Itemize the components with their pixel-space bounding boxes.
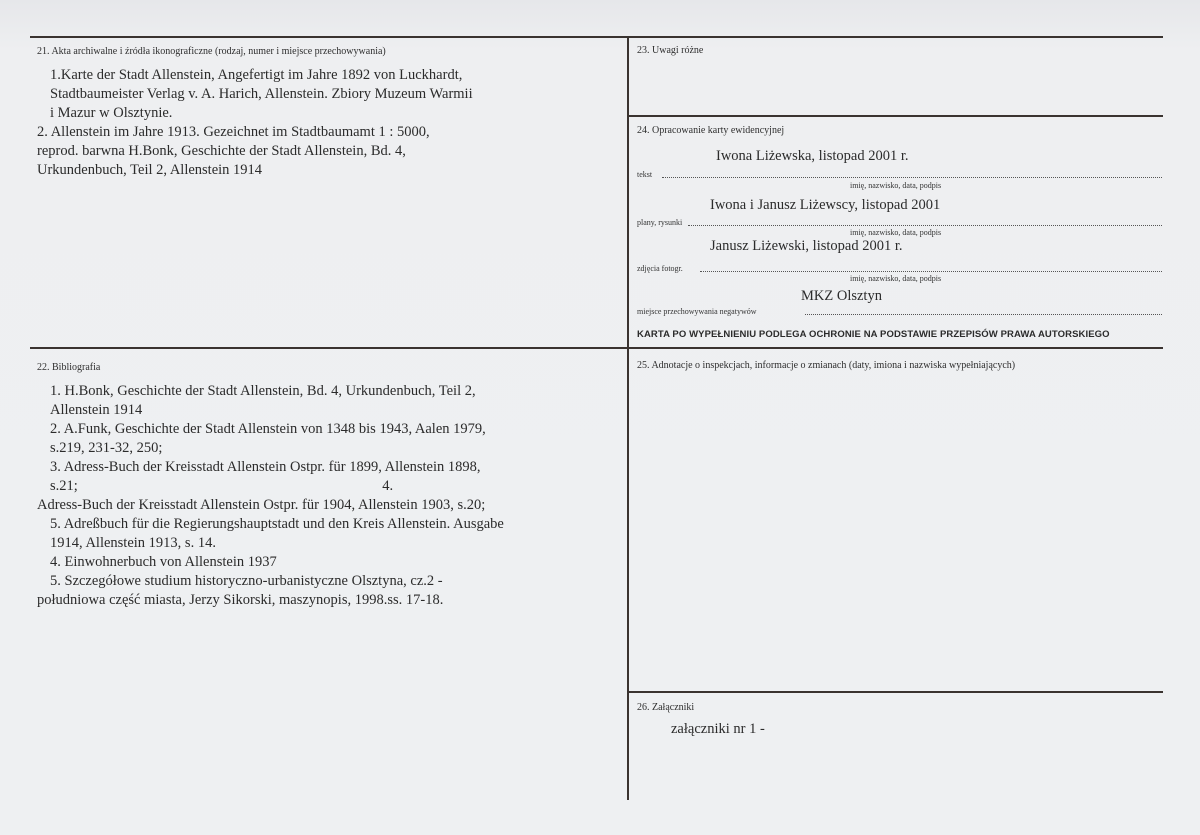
section-21-line-1: 1.Karte der Stadt Allenstein, Angefertigt im Jahre 1892 von Luckhardt, (50, 67, 463, 83)
section-25-label: 25. Adnotacje o inspekcjach, informacje o zmianach (daty, imiona i nazwiska wypełniających) (637, 360, 1016, 371)
section-21-line-3: i Mazur w Olsztynie. (50, 105, 173, 121)
section-21-line-5: reprod. barwna H.Bonk, Geschichte der Stadt Allenstein, Bd. 4, (37, 143, 406, 159)
section-22-line-6: s.21; 4. (50, 478, 394, 494)
divider-25-26 (628, 691, 1163, 693)
tekst-dotted-line (662, 177, 1162, 178)
section-26-value: załączniki nr 1 - (671, 721, 765, 737)
tekst-hint: imię, nazwisko, data, podpis (850, 181, 942, 190)
section-21-line-6: Urkundenbuch, Teil 2, Allenstein 1914 (37, 162, 263, 178)
section-21-label: 21. Akta archiwalne i źródła ikonograficzne (rodzaj, numer i miejsce przechowywania) (37, 46, 386, 57)
section-26-label: 26. Załączniki (637, 702, 695, 713)
zdjecia-label: zdjęcia fotogr. (637, 264, 683, 273)
plany-label: plany, rysunki (637, 218, 683, 227)
negatywy-dotted-line (805, 314, 1162, 315)
zdjecia-dotted-line (700, 271, 1162, 272)
section-22-line-3: 2. A.Funk, Geschichte der Stadt Allenstein von 1348 bis 1943, Aalen 1979, (50, 421, 486, 437)
section-24-label: 24. Opracowanie karty ewidencyjnej (637, 125, 785, 136)
section-22-line-12: południowa część miasta, Jerzy Sikorski, maszynopis, 1998.ss. 17-18. (37, 592, 444, 608)
zdjecia-value: Janusz Liżewski, listopad 2001 r. (710, 238, 903, 254)
section-22-line-11: 5. Szczegółowe studium historyczno-urbanistyczne Olsztyna, cz.2 - (50, 573, 443, 589)
section-21-line-4: 2. Allenstein im Jahre 1913. Gezeichnet im Stadtbaumamt 1 : 5000, (37, 124, 430, 140)
center-vertical-divider (627, 36, 629, 800)
plany-hint: imię, nazwisko, data, podpis (850, 228, 942, 237)
divider-23-24 (628, 115, 1163, 117)
section-22-label: 22. Bibliografia (37, 362, 101, 373)
section-21-line-2: Stadtbaumeister Verlag v. A. Harich, Allenstein. Zbiory Muzeum Warmii (50, 86, 473, 102)
section-22-line-10: 4. Einwohnerbuch von Allenstein 1937 (50, 554, 277, 570)
section-22-line-1: 1. H.Bonk, Geschichte der Stadt Allenstein, Bd. 4, Urkundenbuch, Teil 2, (50, 383, 476, 399)
middle-horizontal-divider (30, 347, 1163, 349)
plany-dotted-line (688, 225, 1162, 226)
tekst-label: tekst (637, 170, 653, 179)
section-23-label: 23. Uwagi różne (637, 45, 704, 56)
copyright-notice: KARTA PO WYPEŁNIENIU PODLEGA OCHRONIE NA PODSTAWIE PRZEPISÓW PRAWA AUTORSKIEGO (637, 329, 1110, 340)
section-22-line-4: s.219, 231-32, 250; (50, 440, 163, 456)
section-22-line-5: 3. Adress-Buch der Kreisstadt Allenstein Ostpr. für 1899, Allenstein 1898, (50, 459, 481, 475)
tekst-value: Iwona Liżewska, listopad 2001 r. (716, 148, 909, 164)
section-22-line-9: 1914, Allenstein 1913, s. 14. (50, 535, 216, 551)
section-22-line-7: Adress-Buch der Kreisstadt Allenstein Ostpr. für 1904, Allenstein 1903, s.20; (37, 497, 486, 513)
plany-value: Iwona i Janusz Liżewscy, listopad 2001 (710, 197, 941, 213)
section-22-line-8: 5. Adreßbuch für die Regierungshauptstadt und den Kreis Allenstein. Ausgabe (50, 516, 504, 532)
top-border-line (30, 36, 1163, 38)
negatywy-label: miejsce przechowywania negatywów (637, 307, 757, 316)
zdjecia-hint: imię, nazwisko, data, podpis (850, 274, 942, 283)
negatywy-value: MKZ Olsztyn (801, 288, 882, 304)
section-22-line-2: Allenstein 1914 (50, 402, 143, 418)
